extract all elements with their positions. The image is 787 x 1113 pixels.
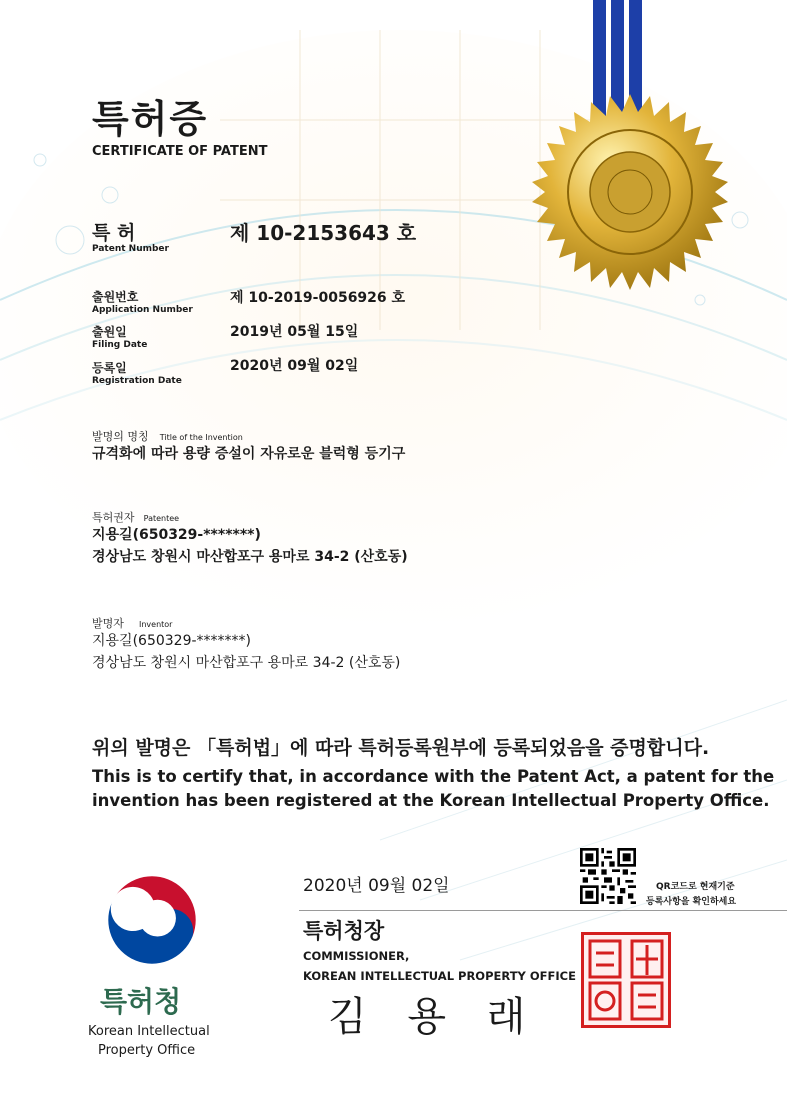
issue-date: 2020년 09월 02일 — [303, 876, 450, 896]
official-stamp-icon — [581, 932, 671, 1028]
certificate-title-kr: 특허증 — [92, 97, 209, 141]
patentee-address: 경상남도 창원시 마산합포구 용마로 34-2 (산호동) — [92, 549, 408, 565]
inventor-label-kr: 발명자 — [92, 617, 124, 630]
qr-caption-1: QR코드로 현재기준 — [656, 882, 735, 892]
invention-title: 규격화에 따라 용량 증설이 자유로운 블럭형 등기구 — [92, 446, 406, 462]
patentee-label-kr: 특허권자 — [92, 511, 135, 524]
inventor-address: 경상남도 창원시 마산합포구 용마로 34-2 (산호동) — [92, 655, 401, 671]
certify-text-en-2: invention has been registered at the Korean Intellectual Property Office. — [92, 791, 770, 810]
office-name-en-1: Korean Intellectual — [88, 1024, 210, 1039]
commissioner-title-en-2: KOREAN INTELLECTUAL PROPERTY OFFICE — [303, 969, 576, 983]
certify-text-kr: 위의 발명은 「특허법」에 따라 특허등록원부에 등록되었음을 증명합니다. — [92, 737, 710, 759]
registration-label-en: Registration Date — [92, 376, 182, 386]
patentee-label — [92, 506, 179, 525]
inventor-label-en: Inventor — [138, 620, 173, 629]
application-number: 제 10-2019-0056926 호 — [230, 290, 406, 306]
patent-number: 제 10-2153643 호 — [230, 221, 417, 245]
qr-code-icon — [580, 848, 636, 904]
patentee-label-en: Patentee — [143, 514, 180, 523]
patentee-name: 지용길(650329-*******) — [92, 527, 261, 543]
taegeuk-emblem-icon — [106, 874, 198, 966]
filing-date: 2019년 05월 15일 — [230, 324, 359, 340]
office-name-en-2: Property Office — [98, 1043, 196, 1058]
filing-label-en: Filing Date — [92, 340, 148, 350]
invention-label — [92, 425, 243, 444]
filing-label-kr: 출원일 — [92, 325, 127, 339]
invention-label-kr: 발명의 명칭 — [92, 430, 149, 443]
invention-label-en: Title of the Invention — [159, 433, 243, 442]
inventor-label — [92, 612, 172, 631]
qr-caption-2: 등록사항을 확인하세요 — [646, 897, 737, 907]
commissioner-title-en-1: COMMISSIONER, — [303, 949, 410, 963]
patent-label-en: Patent Number — [92, 244, 169, 254]
inventor-name: 지용길(650329-*******) — [92, 633, 251, 649]
gold-seal-icon — [530, 92, 730, 292]
patent-label-kr: 특 허 — [92, 222, 136, 244]
certificate-title-en: CERTIFICATE OF PATENT — [92, 144, 268, 159]
office-name-kr: 특허청 — [100, 985, 182, 1018]
signature-divider — [299, 910, 787, 911]
application-label-kr: 출원번호 — [92, 290, 139, 304]
registration-date: 2020년 09월 02일 — [230, 358, 359, 374]
commissioner-title-kr: 특허청장 — [303, 919, 385, 943]
registration-label-kr: 등록일 — [92, 361, 127, 375]
application-label-en: Application Number — [92, 305, 193, 315]
commissioner-signature: 김 용 래 — [328, 994, 540, 1040]
certify-text-en-1: This is to certify that, in accordance with the Patent Act, a patent for the — [92, 767, 775, 786]
